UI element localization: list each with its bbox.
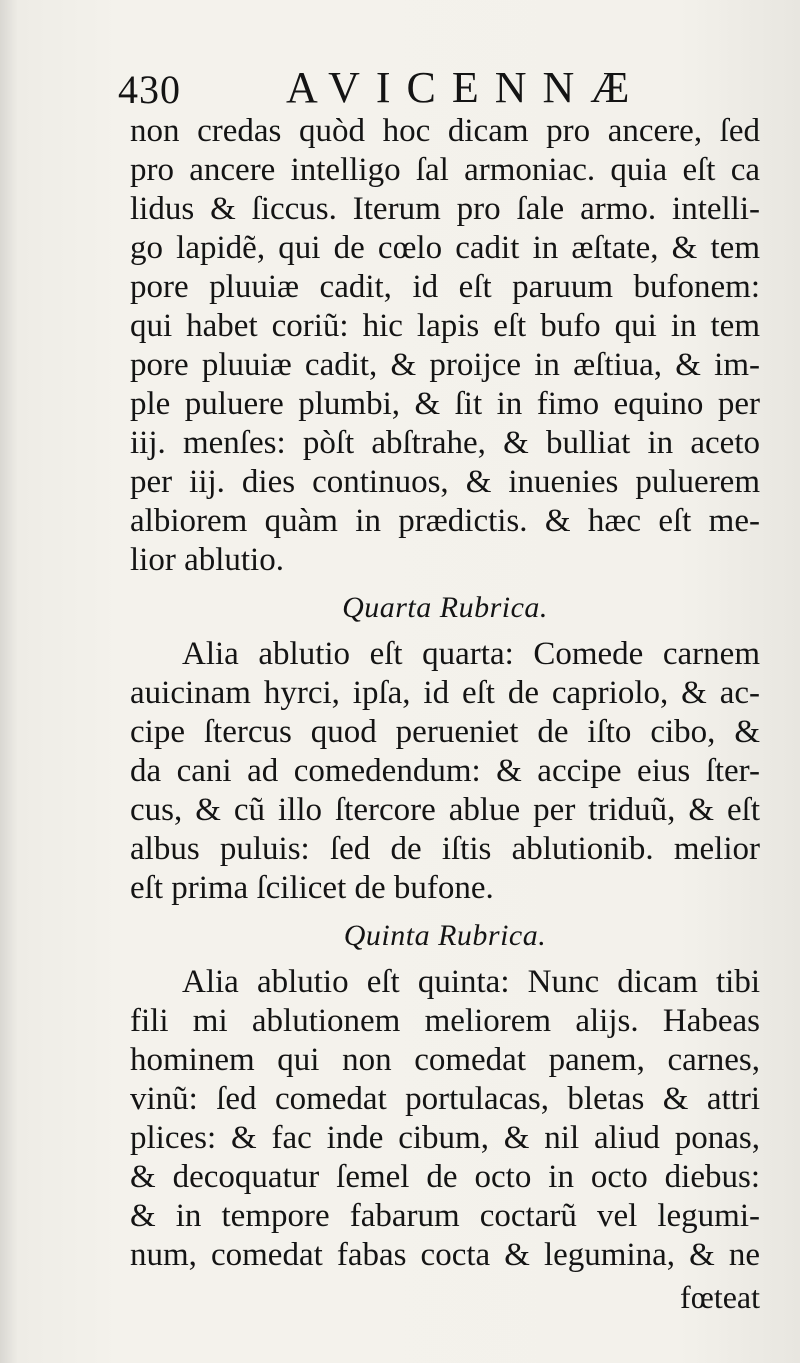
- text-line: albus puluis: ſed de iſtis ablutionib. melior: [130, 831, 760, 867]
- text-line: auicinam hyrci, ipſa, id eſt de capriolo, & ac-: [130, 675, 760, 711]
- text-line: fili mi ablutionem meliorem alijs. Habeas: [130, 1003, 760, 1039]
- text-line: albiorem quàm in prædictis. & hæc eſt me-: [130, 503, 760, 539]
- running-head: [118, 62, 678, 110]
- text-line: & in tempore fabarum coctarũ vel legumi-: [130, 1198, 760, 1234]
- text-line: num, comedat fabas cocta & legumina, & ne: [130, 1237, 760, 1273]
- text-line: hominem qui non comedat panem, carnes,: [130, 1042, 760, 1078]
- text-line: pore pluuiæ cadit, id eſt paruum bufonem:: [130, 269, 760, 305]
- text-line: lidus & ſiccus. Iterum pro ſale armo. intelli-: [130, 191, 760, 227]
- text-line: iij. menſes: pòſt abſtrahe, & bulliat in aceto: [130, 425, 760, 461]
- page-number: 430: [118, 67, 181, 112]
- text-line: per iij. dies continuos, & inuenies puluerem: [130, 464, 760, 500]
- text-line: go lapidẽ, qui de cœlo cadit in æſtate, & tem: [130, 230, 760, 266]
- paragraph-1: [130, 112, 760, 580]
- text-line: qui habet coriũ: hic lapis eſt bufo qui in tem: [130, 308, 760, 344]
- text-line: eſt prima ſcilicet de bufone.: [130, 870, 494, 906]
- text-line: Alia ablutio eſt quarta: Comede carnem: [182, 636, 760, 672]
- text-line: cipe ſtercus quod perueniet de iſto cibo, &: [130, 714, 760, 750]
- catchword: fœteat: [680, 1279, 760, 1315]
- text-line: & decoquatur ſemel de octo in octo diebus:: [130, 1159, 760, 1195]
- text-line: Alia ablutio eſt quinta: Nunc dicam tibi: [182, 964, 760, 1000]
- running-title: AVICENNÆ: [286, 63, 646, 112]
- text-line: lior ablutio.: [130, 542, 284, 578]
- text-line: pore pluuiæ cadit, & proijce in æſtiua, & im-: [130, 347, 760, 383]
- text-line: plices: & fac inde cibum, & nil aliud ponas,: [130, 1120, 760, 1156]
- text-line: vinũ: ſed comedat portulacas, bletas & attri: [130, 1081, 760, 1117]
- text-line: pro ancere intelligo ſal armoniac. quia eſt ca: [130, 152, 760, 188]
- text-line: non credas quòd hoc dicam pro ancere, ſed: [130, 113, 760, 149]
- paragraph-2: [130, 635, 760, 908]
- section-heading-quinta: Quinta Rubrica.: [343, 919, 547, 952]
- paragraph-3: [130, 963, 760, 1275]
- section-heading-quarta: Quarta Rubrica.: [342, 591, 548, 624]
- text-line: ple puluere plumbi, & ſit in fimo equino per: [130, 386, 760, 422]
- text-block: [130, 112, 760, 1319]
- text-line: da cani ad comedendum: & accipe eius ſter-: [130, 753, 760, 789]
- text-line: cus, & cũ illo ſtercore ablue per triduũ, & eſt: [130, 792, 760, 828]
